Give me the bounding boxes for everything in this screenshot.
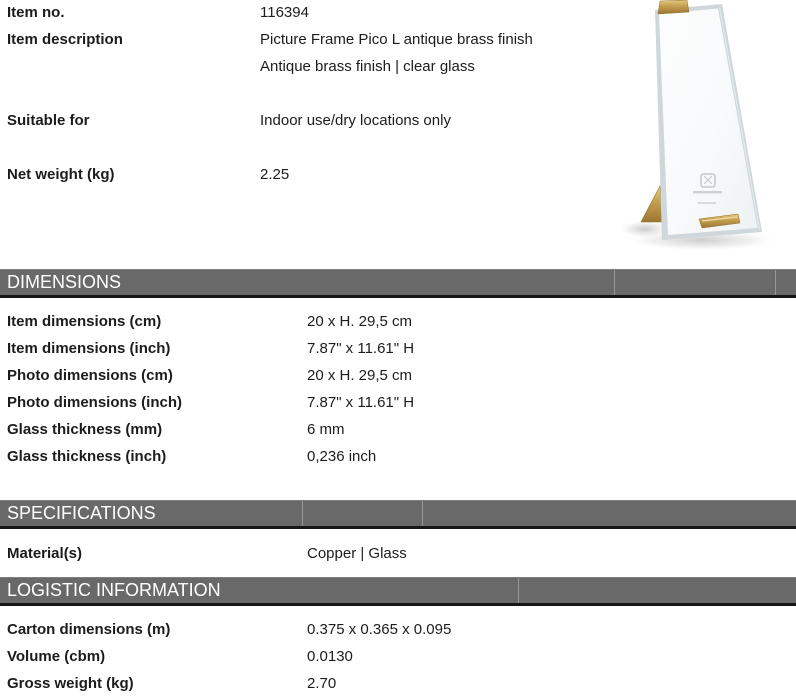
cell-separator [302,501,303,526]
row-value: 0.375 x 0.365 x 0.095 [307,621,452,638]
row-value: 2.70 [307,675,337,692]
row-label: Glass thickness (inch) [7,448,167,465]
item-description-value-line2: Antique brass finish | clear glass [260,58,475,75]
picture-frame-photo [590,0,790,255]
table-row [0,313,796,334]
table-row [0,621,796,642]
cell-separator [614,270,615,295]
section-title: DIMENSIONS [7,272,122,292]
brass-easel-leg [641,186,663,222]
cell-separator [422,501,423,526]
table-row [0,545,796,566]
brand-text-line [693,191,722,193]
brass-top-clip [658,0,689,14]
section-header-dimensions [0,269,796,298]
item-no-value: 116394 [260,4,309,21]
section-header-logistic-information [0,577,796,606]
net-weight-label: Net weight (kg) [7,166,115,183]
cell-separator [775,270,776,295]
row-value: 20 x H. 29,5 cm [307,367,413,384]
table-row [0,675,796,696]
row-value: 20 x H. 29,5 cm [307,313,413,330]
row-label: Material(s) [7,545,83,562]
item-description-label: Item description [7,31,123,48]
section-header-specifications [0,500,796,529]
table-row [0,648,796,669]
glass-pane-face [659,9,758,236]
row-value: 0.0130 [307,648,353,665]
brand-subtext-line [698,202,716,204]
suitable-for-label: Suitable for [7,112,90,129]
row-value: 6 mm [307,421,345,438]
row-label: Item dimensions (inch) [7,340,171,357]
cell-separator [518,578,519,603]
table-row [0,448,796,469]
suitable-for-value: Indoor use/dry locations only [260,112,451,129]
table-row [0,394,796,415]
row-value: 7.87" x 11.61" H [307,394,415,411]
row-label: Carton dimensions (m) [7,621,171,638]
table-row [0,421,796,442]
section-title: LOGISTIC INFORMATION [7,580,221,600]
item-description-value-line1: Picture Frame Pico L antique brass finish [260,31,533,48]
table-row [0,340,796,361]
item-no-label: Item no. [7,4,65,21]
row-value: 0,236 inch [307,448,377,465]
section-title: SPECIFICATIONS [7,503,156,523]
row-value: 7.87" x 11.61" H [307,340,415,357]
net-weight-value: 2.25 [260,166,290,183]
row-label: Volume (cbm) [7,648,106,665]
row-label: Photo dimensions (inch) [7,394,182,411]
row-label: Glass thickness (mm) [7,421,163,438]
row-label: Photo dimensions (cm) [7,367,173,384]
table-row [0,367,796,388]
row-value: Copper | Glass [307,545,407,562]
row-label: Item dimensions (cm) [7,313,162,330]
row-label: Gross weight (kg) [7,675,134,692]
